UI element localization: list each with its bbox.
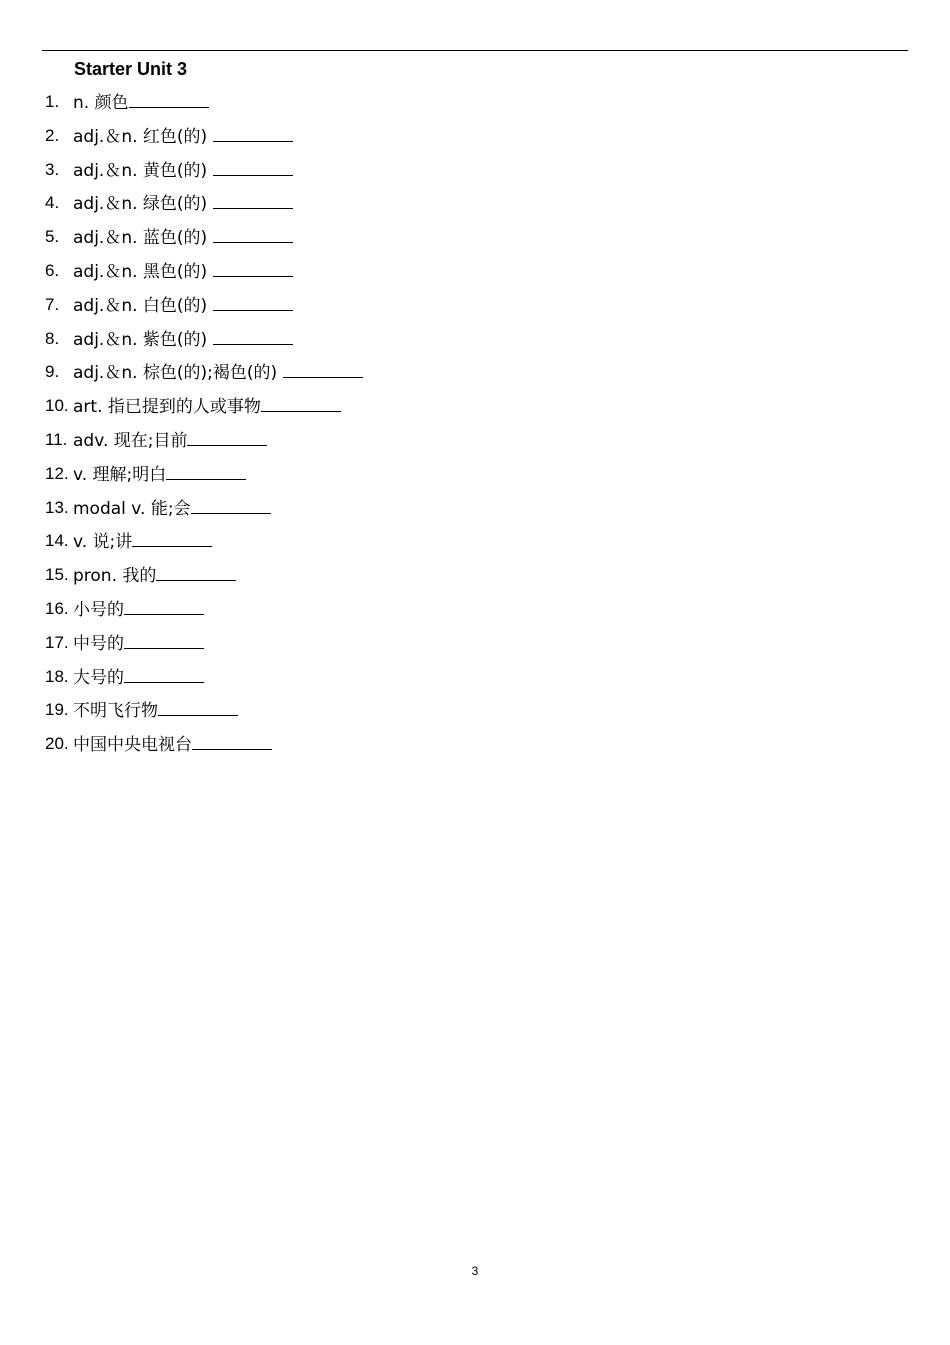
item-definition: 小号的 [73,599,124,620]
item-prompt [73,495,271,522]
item-prompt [73,596,204,623]
answer-blank[interactable] [213,157,293,176]
item-prompt [73,528,212,555]
item-prompt [73,326,293,353]
item-number: 1. [45,92,60,111]
item-number: 5. [45,227,60,247]
item-prompt [73,630,204,657]
item-definition: pron. 我的 [73,566,157,587]
item-definition: 大号的 [73,667,124,688]
item-number: 3. [45,159,60,179]
item-prompt [73,697,238,724]
item-number: 7. [45,294,60,314]
answer-blank[interactable] [213,123,293,142]
item-definition: adj.＆n. 白色(的) [73,295,213,316]
answer-blank[interactable] [213,224,293,243]
item-number: 10. [45,396,69,416]
answer-blank[interactable] [283,359,363,378]
item-prompt [73,258,293,285]
item-number: 11. [45,429,68,449]
item-prompt [73,562,236,589]
item-prompt [73,157,293,184]
item-number: 18. [45,666,69,686]
item-number: 15. [45,565,69,585]
item-definition: adj.＆n. 紫色(的) [73,329,213,350]
answer-blank[interactable] [213,258,293,277]
item-definition: adj.＆n. 绿色(的) [73,194,213,215]
answer-blank[interactable] [213,190,293,209]
answer-blank[interactable] [158,697,238,716]
item-definition: 中号的 [73,633,124,654]
header-rule [42,50,908,51]
item-prompt [73,664,204,691]
item-definition: adj.＆n. 黄色(的) [73,160,213,181]
item-number: 16. [45,598,69,618]
answer-blank[interactable] [124,596,204,615]
item-number: 2. [45,125,60,145]
item-number: 17. [45,632,69,652]
answer-blank[interactable] [213,326,293,345]
item-definition: adj.＆n. 红色(的) [73,126,213,147]
item-number: 13. [45,497,69,517]
item-prompt [73,393,341,420]
answer-blank[interactable] [124,664,204,683]
item-prompt [73,461,246,488]
page-title: Starter Unit 3 [74,59,188,79]
item-definition: modal v. 能;会 [73,498,191,519]
answer-blank[interactable] [187,427,267,446]
answer-blank[interactable] [132,528,212,547]
item-definition: art. 指已提到的人或事物 [73,397,261,418]
item-number: 8. [45,328,60,348]
answer-blank[interactable] [261,393,341,412]
item-number: 4. [45,193,60,213]
answer-blank[interactable] [166,461,246,480]
item-prompt [73,427,267,454]
item-prompt [73,731,272,758]
item-definition: 中国中央电视台 [73,735,192,756]
item-number: 6. [45,260,60,280]
item-prompt [73,190,293,217]
item-number: 12. [45,463,69,483]
answer-blank[interactable] [129,89,209,108]
item-prompt [73,89,209,116]
item-number: 19. [45,700,69,720]
item-definition: adv. 现在;目前 [73,430,188,451]
item-definition: adj.＆n. 黑色(的) [73,261,213,282]
answer-blank[interactable] [124,630,204,649]
page-number: 3 [471,1264,479,1278]
answer-blank[interactable] [192,731,272,750]
answer-blank[interactable] [213,292,293,311]
item-number: 9. [45,362,60,382]
item-prompt [73,224,293,251]
item-definition: v. 理解;明白 [73,464,167,485]
item-number: 20. [45,734,69,754]
item-prompt [73,123,293,150]
item-definition: 不明飞行物 [73,701,158,722]
item-prompt [73,359,363,386]
item-prompt [73,292,293,319]
item-definition: v. 说;讲 [73,532,133,553]
item-definition: n. 颜色 [73,93,129,113]
item-number: 14. [45,531,69,551]
answer-blank[interactable] [156,562,236,581]
item-definition: adj.＆n. 蓝色(的) [73,228,213,249]
item-definition: adj.＆n. 棕色(的);褐色(的) [73,363,283,384]
answer-blank[interactable] [191,495,271,514]
